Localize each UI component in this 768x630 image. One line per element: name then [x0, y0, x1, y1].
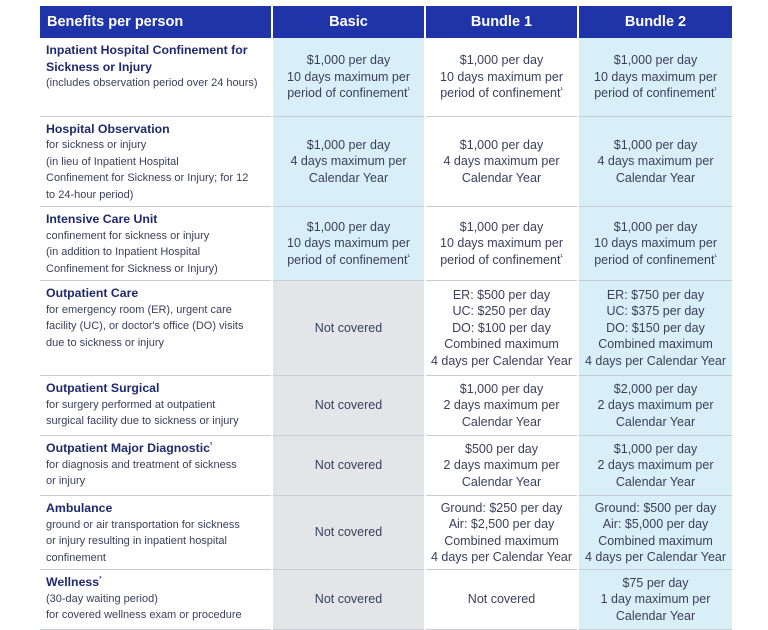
- bundle2-value: 10 days maximum per: [594, 69, 717, 84]
- benefit-description: for emergency room (ER), urgent care: [46, 303, 232, 316]
- bundle2-value: $1,000 per day: [613, 53, 698, 67]
- benefit-label-cell: [40, 38, 272, 116]
- bundle1-value: Calendar Year: [461, 170, 542, 185]
- bundle1-value: $1,000 per day: [459, 219, 544, 234]
- bundle1-value: UC: $250 per day: [452, 304, 551, 319]
- bundle2-value: $1,000 per day: [613, 441, 698, 456]
- bundle2-value: Ground: $500 per day: [594, 500, 717, 515]
- bundle2-value: 2 days maximum per: [597, 458, 714, 473]
- bundle2-value: $1,000 per day: [613, 219, 698, 234]
- benefit-description: (30-day waiting period): [46, 592, 158, 605]
- bundle1-value: Not covered: [467, 592, 536, 607]
- bundle1-value: DO: $100 per day: [452, 320, 551, 335]
- bundle1-cell: [425, 38, 578, 116]
- benefit-label-cell: [40, 570, 272, 630]
- basic-value: $1,000 per day: [306, 137, 391, 152]
- bundle1-cell: [425, 570, 578, 630]
- basic-value: Not covered: [314, 525, 383, 540]
- header-bundle1: Bundle 1: [425, 6, 578, 38]
- bundle1-value: $1,000 per day: [459, 381, 544, 396]
- bundle2-value: $75 per day: [622, 575, 689, 590]
- bundle2-cell: [578, 116, 732, 207]
- benefit-description: for surgery performed at outpatient: [46, 398, 216, 411]
- basic-value: period of confinement$^{^1}$: [287, 252, 410, 267]
- bundle1-cell: [425, 496, 578, 570]
- table-row: [40, 570, 732, 630]
- bundle2-value: Air: $5,000 per day: [602, 517, 709, 531]
- bundle2-value: $1,000 per day: [613, 137, 698, 152]
- bundle1-value: ER: $500 per day: [452, 287, 551, 302]
- header-bundle2: Bundle 2: [578, 6, 732, 38]
- bundle2-value: Calendar Year: [615, 608, 696, 623]
- bundle2-cell: [578, 207, 732, 281]
- basic-cell: [272, 207, 425, 281]
- benefit-description: Confinement for Sickness or Injury; for 12: [46, 172, 249, 184]
- bundle1-value: 4 days per Calendar Year: [430, 353, 573, 368]
- bundle2-cell: [578, 376, 732, 436]
- table-row: [40, 436, 732, 496]
- bundle1-value: Air: $2,500 per day: [448, 517, 555, 531]
- bundle2-value: 4 days maximum per: [597, 154, 714, 168]
- bundle1-value: 2 days maximum per: [443, 398, 560, 413]
- benefit-label-cell: [40, 376, 272, 436]
- bundle2-value: $2,000 per day: [613, 381, 698, 396]
- bundle1-value: $500 per day: [465, 441, 538, 456]
- benefit-description: due to sickness or injury: [46, 336, 164, 349]
- bundle1-value: 4 days maximum per: [443, 154, 560, 168]
- bundle2-value: 10 days maximum per: [594, 236, 717, 251]
- bundle2-cell: [578, 281, 732, 376]
- benefit-title: Outpatient Care: [46, 286, 139, 300]
- bundle2-value: Calendar Year: [615, 414, 696, 429]
- bundle1-cell: [425, 207, 578, 281]
- bundle2-value: Combined maximum: [598, 533, 713, 548]
- basic-value: $1,000 per day: [306, 53, 391, 67]
- basic-value: Not covered: [314, 592, 383, 607]
- bundle2-value: Calendar Year: [615, 170, 696, 185]
- bundle2-value: 4 days per Calendar Year: [584, 550, 727, 564]
- bundle2-value: 1 day maximum per: [600, 592, 711, 607]
- benefit-description: for sickness or injury: [46, 139, 147, 151]
- bundle2-cell: [578, 496, 732, 570]
- basic-value: Calendar Year: [308, 170, 389, 185]
- basic-value: 10 days maximum per: [287, 69, 410, 84]
- benefit-description: for covered wellness exam or procedure: [46, 609, 242, 621]
- bundle1-value: period of confinement$^{^1}$: [440, 86, 563, 100]
- basic-cell: [272, 281, 425, 376]
- basic-cell: [272, 376, 425, 436]
- benefit-description: ground or air transportation for sickness: [46, 518, 240, 531]
- basic-cell: [272, 38, 425, 116]
- benefit-description: confinement: [46, 551, 106, 564]
- bundle2-value: DO: $150 per day: [606, 320, 705, 335]
- benefit-description: confinement for sickness or injury: [46, 229, 210, 242]
- bundle1-value: $1,000 per day: [459, 53, 544, 67]
- bundle1-cell: [425, 436, 578, 496]
- benefit-description: (includes observation period over 24 hours): [46, 77, 258, 89]
- basic-value: Not covered: [314, 398, 383, 413]
- bundle2-cell: [578, 436, 732, 496]
- benefit-description: for diagnosis and treatment of sickness: [46, 458, 237, 471]
- basic-cell: [272, 116, 425, 207]
- benefit-label-cell: [40, 116, 272, 207]
- benefit-label-cell: [40, 436, 272, 496]
- bundle2-value: period of confinement$^{^1}$: [594, 86, 717, 100]
- benefit-description: Confinement for Sickness or Injury): [46, 262, 218, 275]
- table-row: [40, 496, 732, 570]
- bundle2-value: 2 days maximum per: [597, 398, 714, 413]
- benefit-title: Ambulance: [46, 501, 113, 515]
- benefit-description: or injury: [46, 475, 86, 487]
- basic-value: Not covered: [314, 458, 383, 473]
- bundle1-value: 10 days maximum per: [440, 236, 563, 251]
- bundle1-value: period of confinement$^{^1}$: [440, 252, 563, 267]
- benefit-description: (in lieu of Inpatient Hospital: [46, 155, 179, 168]
- benefit-title: Intensive Care Unit: [46, 212, 158, 226]
- bundle2-cell: [578, 38, 732, 116]
- header-basic: Basic: [272, 6, 425, 38]
- basic-cell: [272, 436, 425, 496]
- table-header-row: [40, 6, 732, 38]
- benefit-label-cell: [40, 207, 272, 281]
- benefit-label-cell: [40, 496, 272, 570]
- benefit-description: (in addition to Inpatient Hospital: [46, 246, 201, 258]
- basic-value: Not covered: [314, 320, 383, 335]
- bundle1-value: Ground: $250 per day: [440, 500, 563, 515]
- bundle2-value: period of confinement$^{^1}$: [594, 252, 717, 267]
- basic-value: $1,000 per day: [306, 219, 391, 234]
- basic-value: period of confinement$^{^1}$: [287, 86, 410, 100]
- bundle1-value: 2 days maximum per: [443, 458, 560, 473]
- bundle2-cell: [578, 570, 732, 630]
- basic-value: 4 days maximum per: [290, 154, 407, 168]
- benefit-description: or injury resulting in inpatient hospital: [46, 535, 227, 547]
- benefit-title: Wellness$^{^3}$: [46, 575, 102, 589]
- bundle2-value: 4 days per Calendar Year: [584, 353, 727, 368]
- benefit-description: facility (UC), or doctor's office (DO) visits: [46, 320, 244, 332]
- table-row: [40, 207, 732, 281]
- benefit-label-cell: [40, 281, 272, 376]
- table-row: [40, 281, 732, 376]
- bundle1-value: $1,000 per day: [459, 137, 544, 152]
- benefit-title: Hospital Observation: [46, 121, 170, 136]
- bundle1-value: 4 days per Calendar Year: [430, 550, 573, 564]
- table-row: [40, 38, 732, 116]
- table-body: [40, 38, 732, 630]
- bundle2-value: ER: $750 per day: [606, 287, 705, 302]
- bundle1-value: Calendar Year: [461, 414, 542, 429]
- benefit-title: Outpatient Surgical: [46, 381, 160, 395]
- bundle1-value: Combined maximum: [444, 533, 559, 548]
- basic-cell: [272, 570, 425, 630]
- header-benefits: Benefits per person: [40, 6, 272, 38]
- bundle1-cell: [425, 116, 578, 207]
- bundle2-value: Calendar Year: [615, 474, 696, 489]
- bundle1-cell: [425, 376, 578, 436]
- table-row: [40, 376, 732, 436]
- bundle2-value: Combined maximum: [598, 337, 713, 352]
- benefit-title: Outpatient Major Diagnostic$^{^2}$: [46, 441, 213, 455]
- bundle1-value: 10 days maximum per: [440, 69, 563, 84]
- bundle1-cell: [425, 281, 578, 376]
- benefits-table: [40, 6, 732, 630]
- bundle1-value: Combined maximum: [444, 337, 559, 352]
- bundle2-value: UC: $375 per day: [606, 304, 705, 319]
- table-row: [40, 116, 732, 207]
- bundle1-value: Calendar Year: [461, 474, 542, 489]
- benefit-description: to 24-hour period): [46, 188, 134, 201]
- benefit-title: Inpatient Hospital Confinement for Sickness or Injury: [46, 43, 248, 74]
- basic-cell: [272, 496, 425, 570]
- benefits-table-container: [40, 6, 732, 630]
- basic-value: 10 days maximum per: [287, 236, 410, 251]
- benefit-description: surgical facility due to sickness or injury: [46, 415, 239, 427]
